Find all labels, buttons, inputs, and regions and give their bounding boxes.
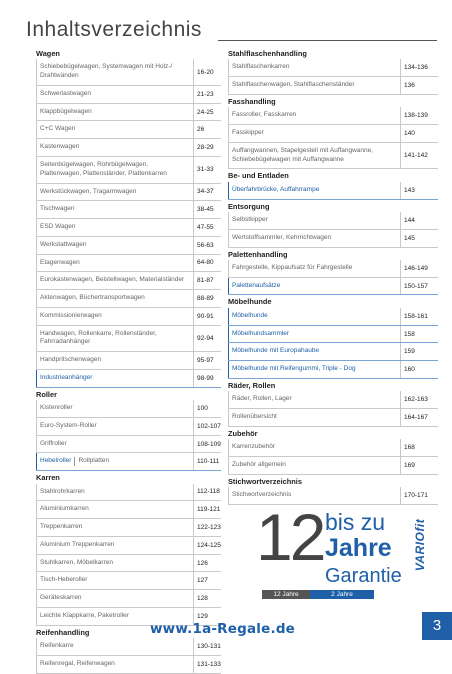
toc-entry[interactable]	[36, 290, 221, 308]
section-heading: Räder, Rollen	[228, 380, 276, 390]
section-heading: Palettenhandling	[228, 249, 288, 259]
toc-entry-page: 169	[400, 457, 438, 474]
toc-entry[interactable]	[228, 361, 438, 379]
footer-website-link[interactable]: www.1a-Regale.de	[150, 621, 296, 637]
toc-entry-page: 145	[400, 230, 438, 247]
toc-entry[interactable]	[228, 343, 438, 361]
toc-entry-label-part: Rollplatten	[78, 457, 110, 465]
toc-entry-label: Stahlflaschenkarren	[228, 59, 400, 76]
toc-entry[interactable]	[228, 125, 438, 143]
toc-entry-label: Etagenwagen	[36, 255, 193, 272]
toc-entry[interactable]	[228, 278, 438, 296]
toc-entry-page: 122-123	[193, 519, 221, 536]
toc-entry[interactable]	[36, 121, 221, 139]
section-heading: Reifenhandling	[36, 627, 90, 637]
toc-entry-page: 64-80	[193, 255, 221, 272]
toc-entry[interactable]	[36, 436, 221, 454]
toc-entry-label: Euro-System-Roller	[36, 418, 193, 435]
section-heading: Roller	[36, 389, 57, 399]
toc-entry-label: Tisch-Heberoller	[36, 572, 193, 589]
toc-entry[interactable]	[36, 201, 221, 219]
toc-entry-label: Reifenkarre	[36, 638, 193, 655]
toc-entry-page: 95-97	[193, 352, 221, 369]
toc-entry-label: Aluminium Treppenkarren	[36, 537, 193, 554]
toc-entry-page: 134-136	[400, 59, 438, 76]
toc-entry-label: Auffangwannen, Stapelgestell mit Auffangwanne, Schiebebügelwagen mit Auffangwanne	[228, 143, 400, 169]
toc-entry-page: 90-91	[193, 308, 221, 325]
toc-entry-page: 128	[193, 590, 221, 607]
toc-entry-page: 164-167	[400, 409, 438, 426]
toc-entry[interactable]	[228, 107, 438, 125]
toc-entry-label: Handpritschenwagen	[36, 352, 193, 369]
toc-entry[interactable]	[36, 590, 221, 608]
toc-entry-label: Palettenaufsätze	[228, 278, 400, 295]
toc-entry[interactable]	[228, 182, 438, 200]
toc-entry-label: Werkstattwagen	[36, 237, 193, 254]
toc-entry[interactable]	[228, 439, 438, 457]
toc-right-column	[228, 47, 438, 505]
toc-entry-page: 31-33	[193, 157, 221, 183]
section-heading: Möbelhunde	[228, 297, 272, 307]
toc-entry-page: 126	[193, 555, 221, 572]
toc-entry-label: Räder, Rollen, Lager	[228, 391, 400, 408]
toc-entry[interactable]	[36, 418, 221, 436]
toc-entry-label: Zubehör allgemein	[228, 457, 400, 474]
toc-entry-page: 170-171	[400, 487, 438, 504]
toc-entry-page: 127	[193, 572, 221, 589]
toc-entry[interactable]	[36, 501, 221, 519]
variofit-logo	[413, 513, 427, 577]
toc-entry-page: 88-89	[193, 290, 221, 307]
toc-entry-label: C+C Wagen	[36, 121, 193, 138]
toc-entry[interactable]	[36, 572, 221, 590]
toc-entry-page: 16-20	[193, 59, 221, 85]
toc-entry-label: ESD Wagen	[36, 219, 193, 236]
toc-entry-page: 21-23	[193, 86, 221, 103]
toc-entry-page: 47-55	[193, 219, 221, 236]
toc-entry[interactable]	[36, 104, 221, 122]
toc-entry-page: 158	[400, 326, 438, 343]
toc-entry[interactable]	[36, 272, 221, 290]
guarantee-number: 12	[256, 500, 324, 574]
toc-entry-page: 28-29	[193, 139, 221, 156]
toc-entry[interactable]	[36, 519, 221, 537]
toc-entry[interactable]	[36, 352, 221, 370]
page-number-badge: 3	[422, 612, 452, 640]
section-heading: Wagen	[36, 49, 60, 58]
toc-entry-label: Werkstückwagen, Tragarmwagen	[36, 184, 193, 201]
toc-entry[interactable]	[36, 326, 221, 353]
toc-entry-page: 92-94	[193, 326, 221, 352]
toc-entry-page: 146-149	[400, 260, 438, 277]
toc-entry-label: Möbelhundsammler	[228, 326, 400, 343]
toc-entry[interactable]	[228, 59, 438, 77]
toc-entry[interactable]	[36, 370, 221, 388]
guarantee-bar-12-years: 12 Jahre	[262, 590, 310, 599]
toc-entry-label: Überfahrbrücke, Auffahrrampe	[228, 182, 400, 199]
toc-entry-page: 140	[400, 125, 438, 142]
toc-entry-label: Kistenroller	[36, 400, 193, 417]
toc-entry-label: Griffroller	[36, 436, 193, 453]
toc-entry[interactable]	[228, 409, 438, 427]
section-heading: Stahlflaschenhandling	[228, 49, 307, 58]
guarantee-jahre: Jahre	[325, 534, 392, 562]
toc-entry[interactable]	[36, 59, 221, 86]
toc-entry-label: Selbstkipper	[228, 212, 400, 229]
guarantee-bis-zu: bis zu	[325, 509, 386, 535]
toc-entry-page: 100	[193, 400, 221, 417]
toc-entry-page: 130-131	[193, 638, 221, 655]
section-heading: Zubehör	[228, 428, 258, 438]
toc-entry-label: Stuhlkarren, Möbelkarren	[36, 555, 193, 572]
toc-entry-label: Stichwortverzeichnis	[228, 487, 400, 504]
toc-entry-page: 24-25	[193, 104, 221, 121]
toc-entry-page: 98-99	[193, 370, 221, 387]
toc-entry[interactable]	[36, 656, 221, 674]
toc-entry-label: Kastenwagen	[36, 139, 193, 156]
toc-entry[interactable]	[36, 219, 221, 237]
title-divider	[218, 40, 437, 41]
toc-entry-label: Aluminiumkarren	[36, 501, 193, 518]
toc-entry[interactable]	[36, 484, 221, 502]
toc-entry[interactable]	[36, 638, 221, 656]
toc-entry-page: 150-157	[400, 278, 438, 295]
guarantee-garantie: Garantie	[325, 565, 402, 587]
toc-entry[interactable]	[36, 255, 221, 273]
toc-entry-page: 102-107	[193, 418, 221, 435]
toc-entry[interactable]	[36, 453, 221, 471]
toc-entry[interactable]	[36, 139, 221, 157]
toc-entry-label: Geräteskarren	[36, 590, 193, 607]
section-heading: Karren	[36, 473, 60, 483]
toc-entry-page: 136	[400, 77, 438, 94]
toc-entry-label: Fassroller, Fasskarren	[228, 107, 400, 124]
toc-entry-label-part: Hebelroller	[40, 457, 75, 466]
toc-entry-page: 38-45	[193, 201, 221, 218]
toc-entry-label: Wertstoffsammler, Kehrrichtwagen	[228, 230, 400, 247]
toc-entry[interactable]	[36, 400, 221, 418]
toc-entry-label: Tischwagen	[36, 201, 193, 218]
toc-entry-label	[36, 453, 193, 470]
toc-entry-page: 158-161	[400, 308, 438, 325]
toc-entry[interactable]	[36, 237, 221, 255]
toc-entry-label: Rollenübersicht	[228, 409, 400, 426]
toc-entry[interactable]	[228, 77, 438, 95]
toc-entry-page: 138-139	[400, 107, 438, 124]
toc-entry-label: Stahlflaschenwagen, Stahlflaschenständer	[228, 77, 400, 94]
toc-entry-label: Reifenregal, Reifenwagen	[36, 656, 193, 673]
toc-entry-label: Fahrgestelle, Kippaufsatz für Fahrgestelle	[228, 260, 400, 277]
toc-entry-page: 26	[193, 121, 221, 138]
toc-entry[interactable]	[36, 308, 221, 326]
toc-entry[interactable]	[228, 143, 438, 170]
logo-text: VARIOfit	[413, 518, 427, 572]
section-heading: Be- und Entladen	[228, 171, 289, 181]
toc-entry-label: Karrenzubehör	[228, 439, 400, 456]
toc-entry-page: 119-121	[193, 501, 221, 518]
toc-entry[interactable]	[36, 555, 221, 573]
toc-entry[interactable]	[36, 86, 221, 104]
toc-entry-page: 112-118	[193, 484, 221, 501]
toc-entry-label: Eurokastenwagen, Beistellwagen, Materialständer	[36, 272, 193, 289]
toc-entry-label: Treppenkarren	[36, 519, 193, 536]
section-heading: Fasshandling	[228, 96, 276, 106]
toc-entry-label: Seitenbügelwagen, Rohrbügelwagen, Plattenwagen, Plattenständer, Plattenkarren	[36, 157, 193, 183]
toc-entry-label: Möbelhunde mit Europahaube	[228, 343, 400, 360]
toc-entry-page: 160	[400, 361, 438, 378]
toc-entry-label: Möbelhunde mit Reifengummi, Triple - Dog	[228, 361, 400, 378]
toc-entry-page: 144	[400, 212, 438, 229]
toc-entry-label: Kommissionierwagen	[36, 308, 193, 325]
toc-entry[interactable]	[228, 212, 438, 230]
toc-entry-page: 168	[400, 439, 438, 456]
toc-entry-page: 141-142	[400, 143, 438, 169]
toc-entry-page: 162-163	[400, 391, 438, 408]
toc-left-column	[36, 47, 221, 674]
toc-entry-label: Stahlrohrkarren	[36, 484, 193, 501]
page-title: Inhaltsverzeichnis	[26, 18, 202, 41]
toc-entry-page: 159	[400, 343, 438, 360]
section-heading: Entsorgung	[228, 201, 270, 211]
toc-entry-label: Schwerlastwagen	[36, 86, 193, 103]
guarantee-bar-2-years: 2 Jahre	[310, 590, 374, 599]
toc-entry[interactable]	[228, 308, 438, 326]
toc-entry[interactable]	[36, 184, 221, 202]
toc-entry[interactable]	[228, 230, 438, 248]
toc-entry-label: Möbelhunde	[228, 308, 400, 325]
toc-entry-page: 143	[400, 182, 438, 199]
toc-entry-page: 129	[193, 608, 221, 625]
section-heading: Stichwortverzeichnis	[228, 476, 302, 486]
toc-entry-label: Industrieanhänger	[36, 370, 193, 387]
toc-entry-page: 56-63	[193, 237, 221, 254]
toc-entry-label: Leichte Klappkarre, Paketroller	[36, 608, 193, 625]
toc-entry-page: 81-87	[193, 272, 221, 289]
toc-entry-page: 108-109	[193, 436, 221, 453]
toc-entry[interactable]	[228, 391, 438, 409]
toc-entry[interactable]	[228, 457, 438, 475]
toc-entry-page: 124-125	[193, 537, 221, 554]
toc-entry-label: Schiebebügelwagen, Systemwagen mit Holz-/ Drahtwänden	[36, 59, 193, 85]
toc-entry-page: 131-133	[193, 656, 221, 673]
toc-entry-label: Fasskipper	[228, 125, 400, 142]
toc-entry-label: Aktenwagen, Büchertransportwagen	[36, 290, 193, 307]
toc-entry[interactable]	[36, 157, 221, 184]
toc-entry[interactable]	[36, 537, 221, 555]
toc-entry-page: 110-111	[193, 453, 221, 470]
toc-entry-label: Handwagen, Rollenkarre, Rollenständer, Fahrradanhänger	[36, 326, 193, 352]
toc-entry-page: 34-37	[193, 184, 221, 201]
toc-entry[interactable]	[228, 260, 438, 278]
toc-entry[interactable]	[228, 326, 438, 344]
toc-entry-label: Klappbügelwagen	[36, 104, 193, 121]
